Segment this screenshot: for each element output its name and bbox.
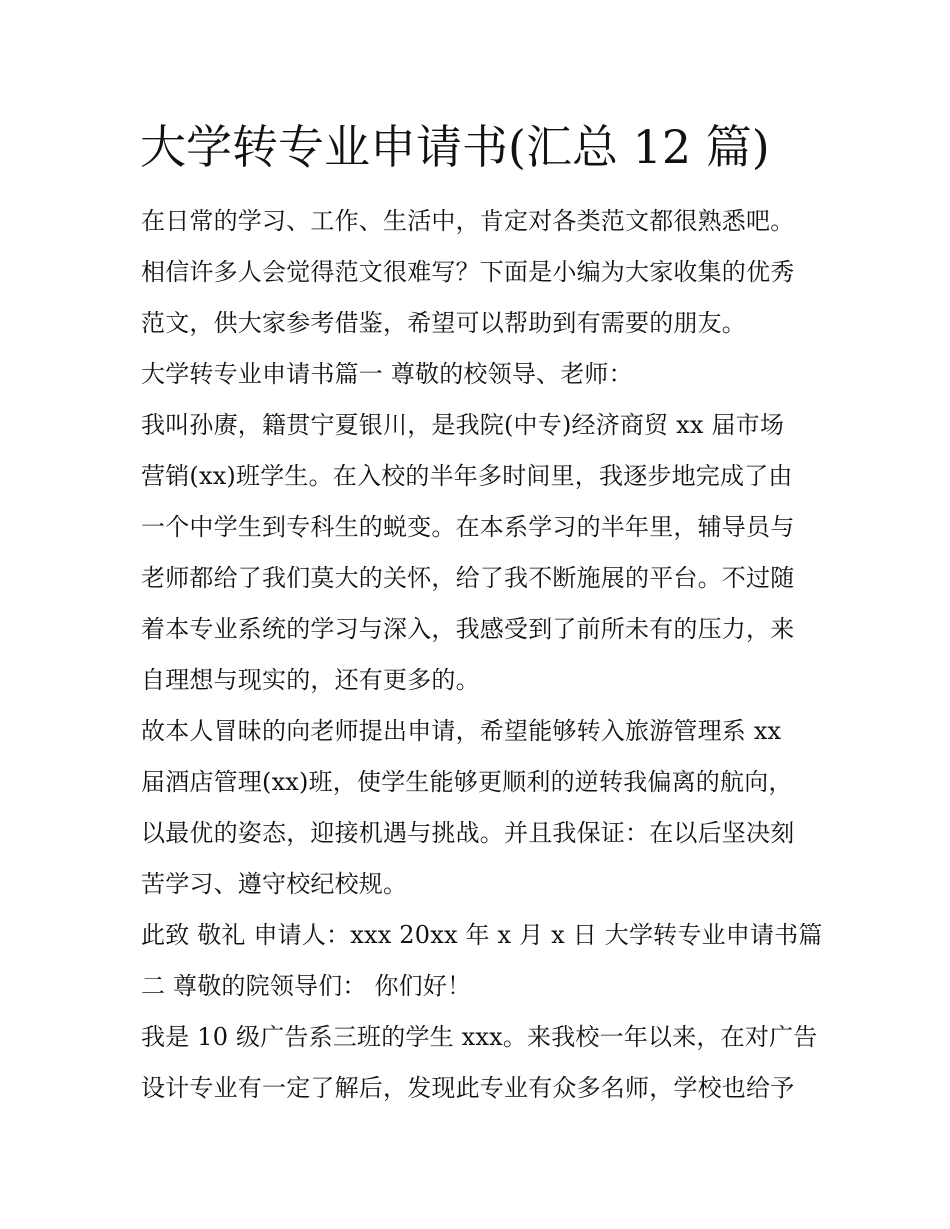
text-line: 大学转专业申请书篇一 尊敬的校领导、老师： [141, 360, 633, 388]
document-body [141, 196, 821, 1114]
text-line: 相信许多人会觉得范文很难写？下面是小编为大家收集的优秀 [141, 258, 795, 286]
text-line: 老师都给了我们莫大的关怀，给了我不断施展的平台。不过随 [141, 564, 795, 592]
text-line: 在日常的学习、工作、生活中，肯定对各类范文都很熟悉吧。 [141, 207, 795, 235]
text-line: 着本专业系统的学习与深入，我感受到了前所未有的压力，来 [141, 615, 795, 643]
text-line: 营销(xx)班学生。在入校的半年多时间里，我逐步地完成了由 [141, 462, 793, 490]
text-line: 届酒店管理(xx)班，使学生能够更顺利的逆转我偏离的航向， [141, 768, 793, 796]
text-line: 一个中学生到专科生的蜕变。在本系学习的半年里，辅导员与 [141, 513, 795, 541]
text-line: 二 尊敬的院领导们： 你们好！ [141, 972, 472, 1000]
text-line: 设计专业有一定了解后，发现此专业有众多名师，学校也给予 [141, 1074, 795, 1102]
text-line: 范文，供大家参考借鉴，希望可以帮助到有需要的朋友。 [141, 309, 746, 337]
text-line: 此致 敬礼 申请人：xxx 20xx 年 x 月 x 日 大学转专业申请书篇 [141, 921, 823, 949]
text-line: 我是 10 级广告系三班的学生 xxx。来我校一年以来，在对广告 [141, 1023, 818, 1051]
text-line: 自理想与现实的，还有更多的。 [141, 666, 480, 694]
text-line: 苦学习、遵守校纪校规。 [141, 870, 408, 898]
text-line: 故本人冒昧的向老师提出申请，希望能够转入旅游管理系 xx [141, 717, 782, 745]
text-line: 我叫孙赓，籍贯宁夏银川，是我院(中专)经济商贸 xx 届市场 [141, 411, 785, 439]
text-line: 以最优的姿态，迎接机遇与挑战。并且我保证：在以后坚决刻 [141, 819, 795, 847]
document-title: 大学转专业申请书(汇总 12 篇) [140, 120, 770, 174]
